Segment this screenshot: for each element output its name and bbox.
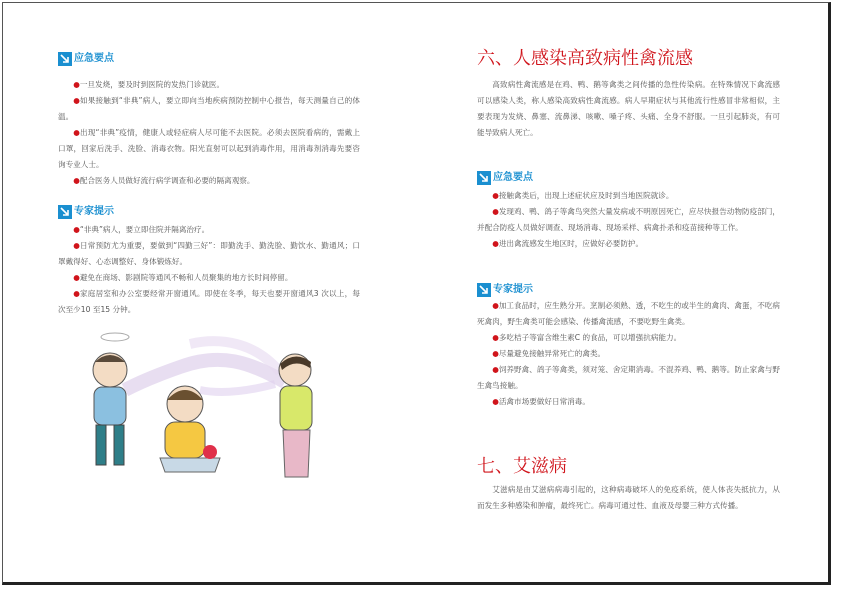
arrow-down-right-icon: [58, 52, 72, 66]
list-item: ●家庭居室和办公室要经常开窗通风。即使在冬季，每天也要开窗通风3 次以上，每次至少10 至15 分钟。: [58, 289, 360, 314]
list-item: ●饲养野禽、鸽子等禽类，须对笼、舍定期消毒。不混养鸡、鸭、鹅等。防止家禽与野生禽鸟接触。: [477, 365, 780, 390]
list-item: ●加工食品时，应生熟分开。烹制必须熟、透，不吃生的或半生的禽肉、禽蛋，不吃病死禽肉，野生禽类可能会感染、传播禽流感，不要吃野生禽类。: [477, 301, 780, 326]
list-item: ●如果接触到“非典”病人，要立即向当地疾病预防控制中心报告，每天测量自己的体温。: [58, 96, 360, 121]
list-item: ●日常预防尤为重要，要做到“四勤三好”：即勤洗手、勤洗脸、勤饮水、勤通风；口罩戴得好、心态调整好、身体锻炼好。: [58, 241, 360, 266]
section-title: 应急要点: [74, 53, 114, 64]
emergency-points-list: [477, 188, 780, 252]
list-item: ●“非典”病人，要立即住院并隔离治疗。: [73, 225, 210, 234]
chapter-intro: 艾滋病是由艾滋病病毒引起的，这种病毒破坏人的免疫系统，使人体丧失抵抗力，从而发生多种感染和肿瘤，最终死亡。病毒可通过性、血液及母婴三种方式传播。: [477, 485, 780, 510]
list-item: ●进出禽流感发生地区时，应做好必要防护。: [492, 239, 644, 248]
list-item: ●一旦发烧，要及时到医院的发热门诊就医。: [73, 80, 225, 89]
arrow-down-right-icon: [58, 205, 72, 219]
expert-tips-header: [58, 204, 114, 220]
emergency-points-list: [58, 77, 360, 189]
section-title: 专家提示: [74, 206, 114, 217]
chapter-title-avian-flu: 六、人感染高致病性禽流感: [477, 48, 693, 69]
sneeze-illustration: [70, 322, 325, 482]
left-page: [58, 0, 360, 595]
list-item: ●接触禽类后，出现上述症状应及时到当地医院就诊。: [492, 191, 674, 200]
expert-tips-header: [477, 282, 533, 298]
expert-tips-list: [477, 298, 780, 410]
section-title: 应急要点: [493, 172, 533, 183]
arrow-down-right-icon: [477, 283, 491, 297]
right-page: [477, 0, 780, 595]
list-item: ●多吃桔子等富含维生素C 的食品，可以增强抗病能力。: [492, 333, 682, 342]
list-item: ●活禽市场要做好日常消毒。: [492, 397, 590, 406]
list-item: ●出现“非典”疫情，健康人或轻症病人尽可能不去医院。必须去医院看病的，需戴上口罩，回家后洗手、洗脸、消毒衣物。阳光直射可以起到消毒作用，用消毒剂消毒先要咨询专业人士。: [58, 128, 360, 169]
emergency-points-header: [477, 170, 533, 186]
section-title: 专家提示: [493, 284, 533, 295]
list-item: ●配合医务人员做好流行病学调查和必要的隔离观察。: [73, 176, 255, 185]
list-item: ●避免在商场、影剧院等通风不畅和人员聚集的地方长时间停留。: [73, 273, 293, 282]
emergency-points-header: [58, 51, 114, 67]
list-item: ●尽量避免接触异常死亡的禽类。: [492, 349, 606, 358]
list-item: ●发现鸡、鸭、鸽子等禽鸟突然大量发病或不明原因死亡，应尽快报告动物防疫部门，并配合防疫人员做好调查、现场消毒、现场采样、病禽扑杀和疫苗接种等工作。: [477, 207, 780, 232]
chapter-title-aids: 七、艾滋病: [477, 456, 567, 477]
expert-tips-list: [58, 222, 360, 318]
arrow-down-right-icon: [477, 171, 491, 185]
chapter-intro: 高致病性禽流感是在鸡、鸭、鹅等禽类之间传播的急性传染病。在特殊情况下禽流感可以感染人类，称人感染高致病性禽流感。病人早期症状与其他流行性感冒非常相似，主要表现为发烧、鼻塞、流鼻涕、咳嗽、嗓子疼、头痛、全身不舒服。一旦引起肺炎，有可能导致病人死亡。: [477, 80, 780, 137]
